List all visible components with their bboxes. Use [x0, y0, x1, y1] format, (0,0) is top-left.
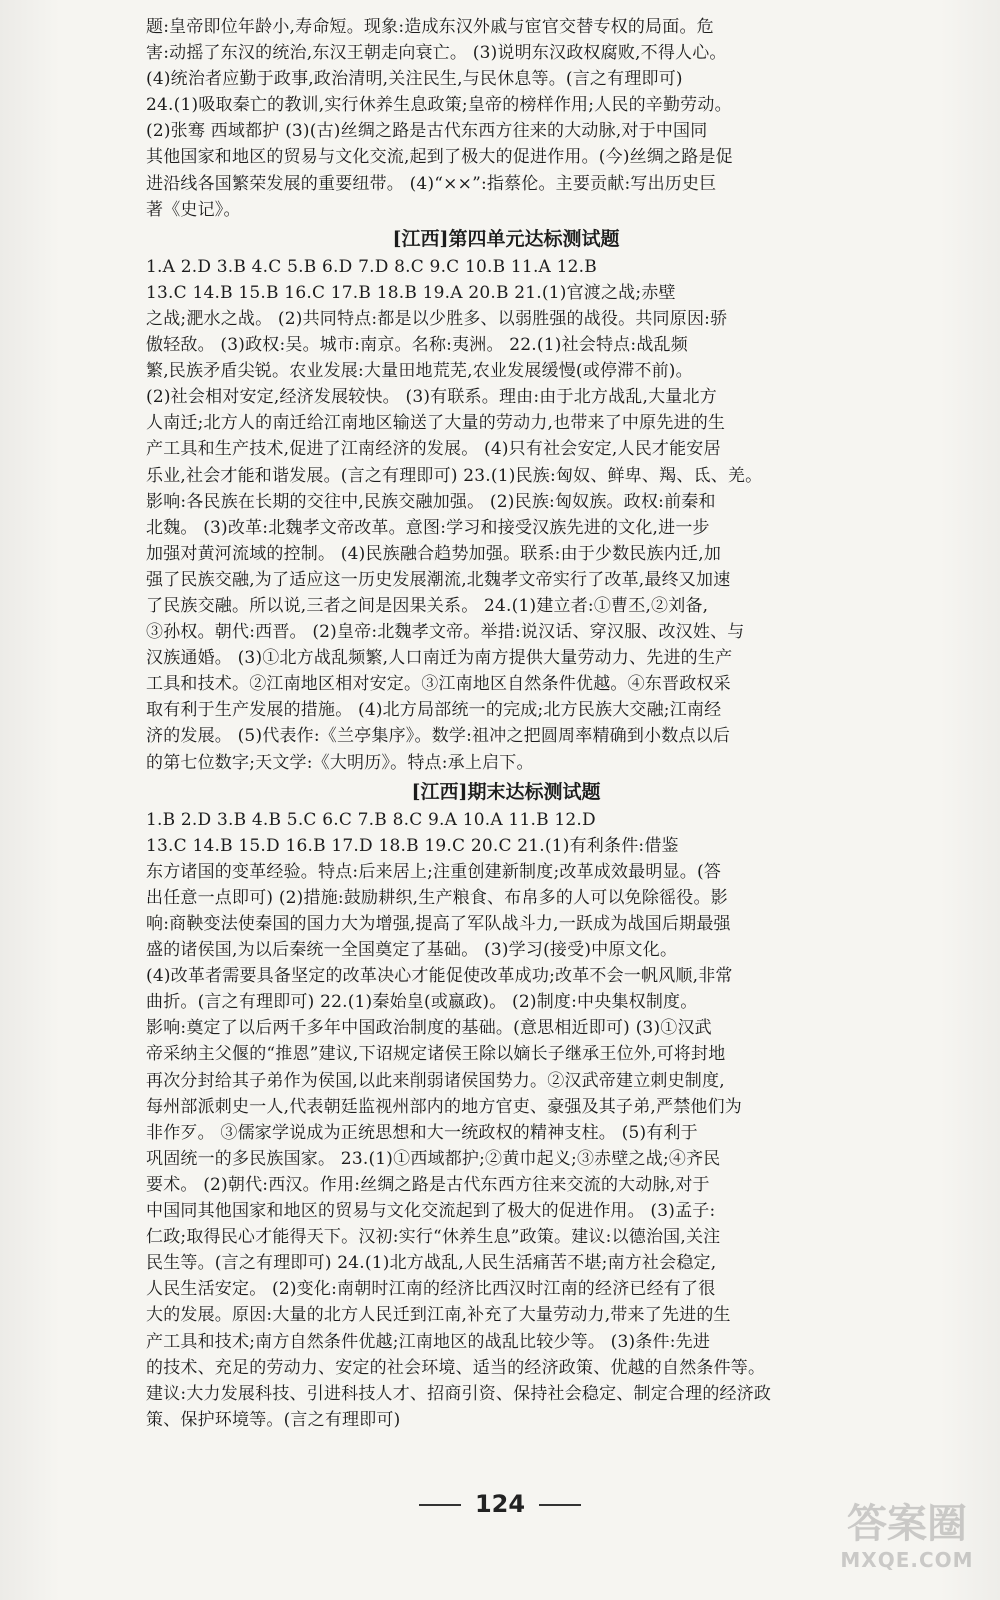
text-line: 1.B 2.D 3.B 4.B 5.C 6.C 7.B 8.C 9.A 10.A 11.B 12.D: [146, 809, 596, 830]
answer-block-unit4-test: [146, 254, 866, 776]
text-line: 中国同其他国家和地区的贸易与文化交流起到了极大的促进作用。 (3)孟子:: [146, 1201, 716, 1222]
text-line: (4)改革者需要具备坚定的改革决心才能促使改革成功;改革不会一帆风顺,非常: [146, 966, 733, 987]
answer-content: [146, 14, 866, 1433]
text-line: 人南迁;北方人的南迁给江南地区输送了大量的劳动力,也带来了中原先进的生: [146, 413, 726, 434]
text-line: 乐业,社会才能和谐发展。(言之有理即可) 23.(1)民族:匈奴、鲜卑、羯、氐、羌。: [146, 465, 763, 486]
text-line: 傲轻敌。 (3)政权:吴。城市:南京。名称:夷洲。 22.(1)社会特点:战乱频: [146, 335, 688, 356]
text-line: 帝采纳主父偃的“推恩”建议,下诏规定诸侯王除以嫡长子继承王位外,可将封地: [146, 1044, 726, 1065]
watermark-url: MXQE.COM: [840, 1548, 974, 1572]
text-line: 之战;淝水之战。 (2)共同特点:都是以少胜多、以弱胜强的战役。共同原因:骄: [146, 308, 728, 329]
text-line: (2)社会相对安定,经济发展较快。 (3)有联系。理由:由于北方战乱,大量北方: [146, 387, 717, 408]
answer-block-final-test: [146, 807, 866, 1433]
text-line: 曲折。(言之有理即可) 22.(1)秦始皇(或嬴政)。 (2)制度:中央集权制度。: [146, 992, 698, 1013]
text-line: 13.C 14.B 15.B 16.C 17.B 18.B 19.A 20.B 21.(1)官渡之战;赤壁: [146, 282, 676, 303]
text-line: 取有利于生产发展的措施。 (4)北方局部统一的完成;北方民族大交融;江南经: [146, 700, 722, 721]
page-number-text: 124: [474, 1490, 526, 1518]
text-line: ③孙权。朝代:西晋。 (2)皇帝:北魏孝文帝。举措:说汉话、穿汉服、改汉姓、与: [146, 622, 745, 643]
text-line: 要术。 (2)朝代:西汉。作用:丝绸之路是古代东西方往来交流的大动脉,对于: [146, 1174, 710, 1195]
text-line: 民生等。(言之有理即可) 24.(1)北方战乱,人民生活痛苦不堪;南方社会稳定,: [146, 1253, 717, 1274]
text-line: 著《史记》。: [146, 199, 241, 220]
text-line: 影响:奠定了以后两千多年中国政治制度的基础。(意思相近即可) (3)①汉武: [146, 1018, 712, 1039]
text-line: (2)张骞 西域都护 (3)(古)丝绸之路是古代东西方往来的大动脉,对于中国同: [146, 121, 708, 142]
text-line: 济的发展。 (5)代表作:《兰亭集序》。数学:祖冲之把圆周率精确到小数点以后: [146, 726, 731, 747]
text-line: 出任意一点即可) (2)措施:鼓励耕织,生产粮食、布帛多的人可以免除徭役。影: [146, 887, 728, 908]
text-line: 进沿线各国繁荣发展的重要纽带。 (4)“××”:指蔡伦。主要贡献:写出历史巨: [146, 173, 717, 194]
text-line: 其他国家和地区的贸易与文化交流,起到了极大的促进作用。(今)丝绸之路是促: [146, 147, 733, 168]
text-line: 害:动摇了东汉的统治,东汉王朝走向衰亡。 (3)说明东汉政权腐败,不得人心。: [146, 43, 727, 64]
text-line: 盛的诸侯国,为以后秦统一全国奠定了基础。 (3)学习(接受)中原文化。: [146, 940, 678, 961]
text-line: 建议:大力发展科技、引进科技人才、招商引资、保持社会稳定、制定合理的经济政: [146, 1383, 772, 1404]
text-line: (4)统治者应勤于政事,政治清明,关注民生,与民休息等。(言之有理即可): [146, 69, 683, 90]
answer-block-unit3-continued: [146, 14, 866, 223]
text-line: 响:商鞅变法使秦国的国力大为增强,提高了军队战斗力,一跃成为战国后期最强: [146, 914, 731, 934]
section-title-unit4-test: [江西]第四单元达标测试题: [392, 227, 620, 250]
text-line: 非作歹。 ③儒家学说成为正统思想和大一统政权的精神支柱。 (5)有利于: [146, 1122, 698, 1143]
text-line: 的技术、充足的劳动力、安定的社会环境、适当的经济政策、优越的自然条件等。: [146, 1357, 766, 1378]
text-line: 的第七位数字;天文学:《大明历》。特点:承上启下。: [146, 752, 534, 773]
text-line: 强了民族交融,为了适应这一历史发展潮流,北魏孝文帝实行了改革,最终又加速: [146, 569, 731, 590]
watermark: [832, 1500, 982, 1590]
text-line: 仁政;取得民心才能得天下。汉初:实行“休养生息”政策。建议:以德治国,关注: [146, 1227, 721, 1248]
text-line: 24.(1)吸取秦亡的教训,实行休养生息政策;皇帝的榜样作用;人民的辛勤劳动。: [146, 95, 732, 116]
section-title-final-test: [江西]期末达标测试题: [411, 780, 601, 803]
text-line: 影响:各民族在长期的交往中,民族交融加强。 (2)民族:匈奴族。政权:前秦和: [146, 491, 716, 512]
text-line: 再次分封给其子弟作为侯国,以此来削弱诸侯国势力。②汉武帝建立刺史制度,: [146, 1070, 725, 1091]
text-line: 策、保护环境等。(言之有理即可): [146, 1409, 401, 1430]
text-line: 人民生活安定。 (2)变化:南朝时江南的经济比西汉时江南的经济已经有了很: [146, 1279, 716, 1300]
text-line: 1.A 2.D 3.B 4.C 5.B 6.D 7.D 8.C 9.C 10.B 11.A 12.B: [146, 256, 597, 277]
text-line: 加强对黄河流域的控制。 (4)民族融合趋势加强。联系:由于少数民族内迁,加: [146, 543, 722, 564]
text-line: 东方诸国的变革经验。特点:后来居上;注重创建新制度;改革成效最明显。(答: [146, 861, 722, 882]
text-line: 巩固统一的多民族国家。 23.(1)①西域都护;②黄巾起义;③赤壁之战;④齐民: [146, 1148, 721, 1169]
text-line: 工具和技术。②江南地区相对安定。③江南地区自然条件优越。④东晋政权采: [146, 674, 731, 695]
page-number-right-dash: [539, 1504, 581, 1506]
watermark-logo: 答案圈: [847, 1501, 967, 1547]
text-line: 产工具和技术;南方自然条件优越;江南地区的战乱比较少等。 (3)条件:先进: [146, 1331, 711, 1352]
text-line: 题:皇帝即位年龄小,寿命短。现象:造成东汉外戚与宦官交替专权的局面。危: [146, 17, 714, 37]
text-line: 北魏。 (3)改革:北魏孝文帝改革。意图:学习和接受汉族先进的文化,进一步: [146, 517, 710, 538]
text-line: 每州部派刺史一人,代表朝廷监视州部内的地方官吏、豪强及其子弟,严禁他们为: [146, 1096, 743, 1117]
page-number-left-dash: [419, 1504, 461, 1506]
text-line: 13.C 14.B 15.D 16.B 17.D 18.B 19.C 20.C 21.(1)有利条件:借鉴: [146, 835, 679, 856]
text-line: 大的发展。原因:大量的北方人民迁到江南,补充了大量劳动力,带来了先进的生: [146, 1305, 731, 1326]
text-line: 繁,民族矛盾尖锐。农业发展:大量田地荒芜,农业发展缓慢(或停滞不前)。: [146, 361, 693, 382]
text-line: 汉族通婚。 (3)①北方战乱频繁,人口南迁为南方提供大量劳动力、先进的生产: [146, 648, 733, 669]
text-line: 产工具和生产技术,促进了江南经济的发展。 (4)只有社会安定,人民才能安居: [146, 439, 721, 460]
text-line: 了民族交融。所以说,三者之间是因果关系。 24.(1)建立者:①曹丕,②刘备,: [146, 595, 709, 616]
